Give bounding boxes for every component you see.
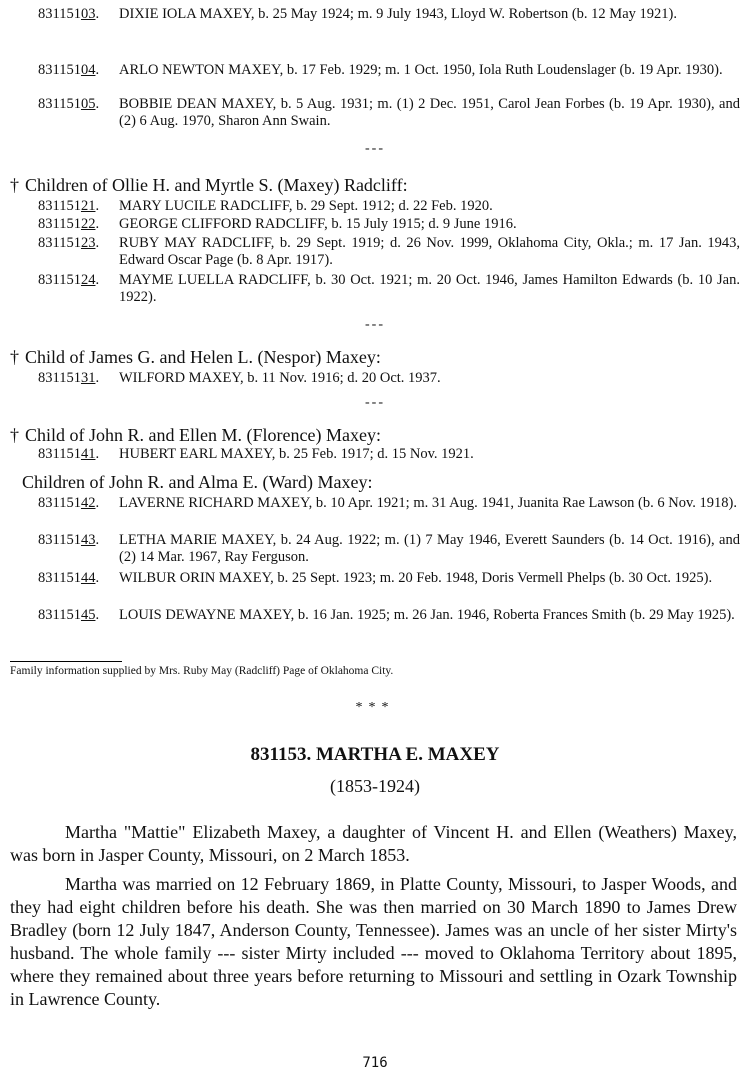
entry-text: LAVERNE RICHARD MAXEY, b. 10 Apr. 1921; m. 31 Aug. 1941, Juanita Rae Lawson (b. 6 Nov. 1918). bbox=[119, 495, 737, 511]
genealogy-entry bbox=[38, 495, 740, 512]
body-paragraph: Martha "Mattie" Elizabeth Maxey, a daughter of Vincent H. and Ellen (Weathers) Maxey, was born in Jasper County, Missouri, on 2 March 1853. bbox=[10, 822, 737, 865]
entry-number: 83115105. bbox=[38, 96, 100, 112]
entry-number: 83115103. bbox=[38, 6, 100, 22]
section-title: 831153. MARTHA E. MAXEY bbox=[250, 744, 500, 765]
genealogy-entry bbox=[38, 272, 740, 306]
entry-text: MAYME LUELLA RADCLIFF, b. 30 Oct. 1921; m. 20 Oct. 1946, James Hamilton Edwards (b. 10 Jan. 1922). bbox=[119, 272, 740, 305]
entry-number: 83115123. bbox=[38, 235, 100, 251]
entry-text: LETHA MARIE MAXEY, b. 24 Aug. 1922; m. (1) 7 May 1946, Everett Saunders (b. 14 Oct. 1916), and (2) 14 Mar. 1967, Ray Ferguson. bbox=[119, 532, 740, 565]
family-heading: Children of John R. and Alma E. (Ward) Maxey: bbox=[22, 472, 373, 492]
genealogy-entry bbox=[38, 62, 740, 79]
entry-text: RUBY MAY RADCLIFF, b. 29 Sept. 1919; d. 26 Nov. 1999, Oklahoma City, Okla.; m. 17 Jan. 1943, Edward Oscar Page (b. 8 Apr. 1917). bbox=[119, 235, 740, 268]
entry-text: LOUIS DEWAYNE MAXEY, b. 16 Jan. 1925; m. 26 Jan. 1946, Roberta Frances Smith (b. 29 May 1925). bbox=[119, 607, 735, 623]
genealogy-entry bbox=[38, 607, 740, 624]
entry-text: BOBBIE DEAN MAXEY, b. 5 Aug. 1931; m. (1) 2 Dec. 1951, Carol Jean Forbes (b. 19 Apr. 1930), and (2) 6 Aug. 1970, Sharon Ann Swain. bbox=[119, 96, 740, 129]
entry-text: ARLO NEWTON MAXEY, b. 17 Feb. 1929; m. 1 Oct. 1950, Iola Ruth Loudenslager (b. 19 Apr. 1930). bbox=[119, 62, 723, 78]
entry-text: HUBERT EARL MAXEY, b. 25 Feb. 1917; d. 15 Nov. 1921. bbox=[119, 446, 474, 462]
entry-number: 83115131. bbox=[38, 370, 100, 386]
dagger-icon: † bbox=[10, 175, 19, 195]
dagger-icon: † bbox=[10, 425, 19, 445]
dagger-icon: † bbox=[10, 347, 19, 367]
section-separator: --- bbox=[365, 141, 385, 156]
entry-text: DIXIE IOLA MAXEY, b. 25 May 1924; m. 9 July 1943, Lloyd W. Robertson (b. 12 May 1921). bbox=[119, 6, 677, 22]
entry-number: 83115121. bbox=[38, 198, 100, 214]
entry-number: 83115124. bbox=[38, 272, 100, 288]
entry-text: WILBUR ORIN MAXEY, b. 25 Sept. 1923; m. 20 Feb. 1948, Doris Vermell Phelps (b. 30 Oct. 1925). bbox=[119, 570, 713, 586]
entry-number: 83115145. bbox=[38, 607, 100, 623]
family-heading: † Child of John R. and Ellen M. (Florence) Maxey: bbox=[10, 425, 381, 445]
family-heading: † Child of James G. and Helen L. (Nespor) Maxey: bbox=[10, 347, 381, 367]
genealogy-entry bbox=[38, 370, 740, 387]
entry-number: 83115144. bbox=[38, 570, 100, 586]
body-paragraph: Martha was married on 12 February 1869, in Platte County, Missouri, to Jasper Woods, and they had eight children before his death. She was then married on 30 March 1890 to James Drew Bradley (born 12 July 1847, Anderson County, Tennessee). James was an uncle of her sister Mirty's husband. The whole family --- sister Mirty included --- moved to Oklahoma Territory about 1895, where they remained about three years before returning to Missouri and settling in Ozark Township in Lawrence County. bbox=[10, 874, 737, 1009]
genealogy-entry bbox=[38, 198, 740, 215]
page-number: 716 bbox=[362, 1055, 388, 1071]
genealogy-entry bbox=[38, 6, 740, 23]
section-separator: --- bbox=[365, 395, 385, 410]
entry-number: 83115142. bbox=[38, 495, 100, 511]
genealogy-entry bbox=[38, 532, 740, 566]
section-separator: --- bbox=[365, 317, 385, 332]
genealogy-entry bbox=[38, 96, 740, 130]
entry-number: 83115143. bbox=[38, 532, 100, 548]
footnote-rule bbox=[10, 661, 122, 662]
genealogy-entry bbox=[38, 216, 740, 233]
entry-number: 83115141. bbox=[38, 446, 100, 462]
genealogy-entry bbox=[38, 446, 740, 463]
section-divider: *** bbox=[355, 700, 395, 715]
family-heading: † Children of Ollie H. and Myrtle S. (Maxey) Radcliff: bbox=[10, 175, 408, 195]
entry-number: 83115104. bbox=[38, 62, 100, 78]
entry-text: WILFORD MAXEY, b. 11 Nov. 1916; d. 20 Oct. 1937. bbox=[119, 370, 441, 386]
entry-text: GEORGE CLIFFORD RADCLIFF, b. 15 July 1915; d. 9 June 1916. bbox=[119, 216, 517, 232]
section-years: (1853-1924) bbox=[330, 776, 420, 796]
genealogy-entry bbox=[38, 235, 740, 269]
genealogy-entry bbox=[38, 570, 740, 587]
entry-number: 83115122. bbox=[38, 216, 100, 232]
footnote: Family information supplied by Mrs. Ruby May (Radcliff) Page of Oklahoma City. bbox=[10, 665, 394, 677]
entry-text: MARY LUCILE RADCLIFF, b. 29 Sept. 1912; d. 22 Feb. 1920. bbox=[119, 198, 493, 214]
